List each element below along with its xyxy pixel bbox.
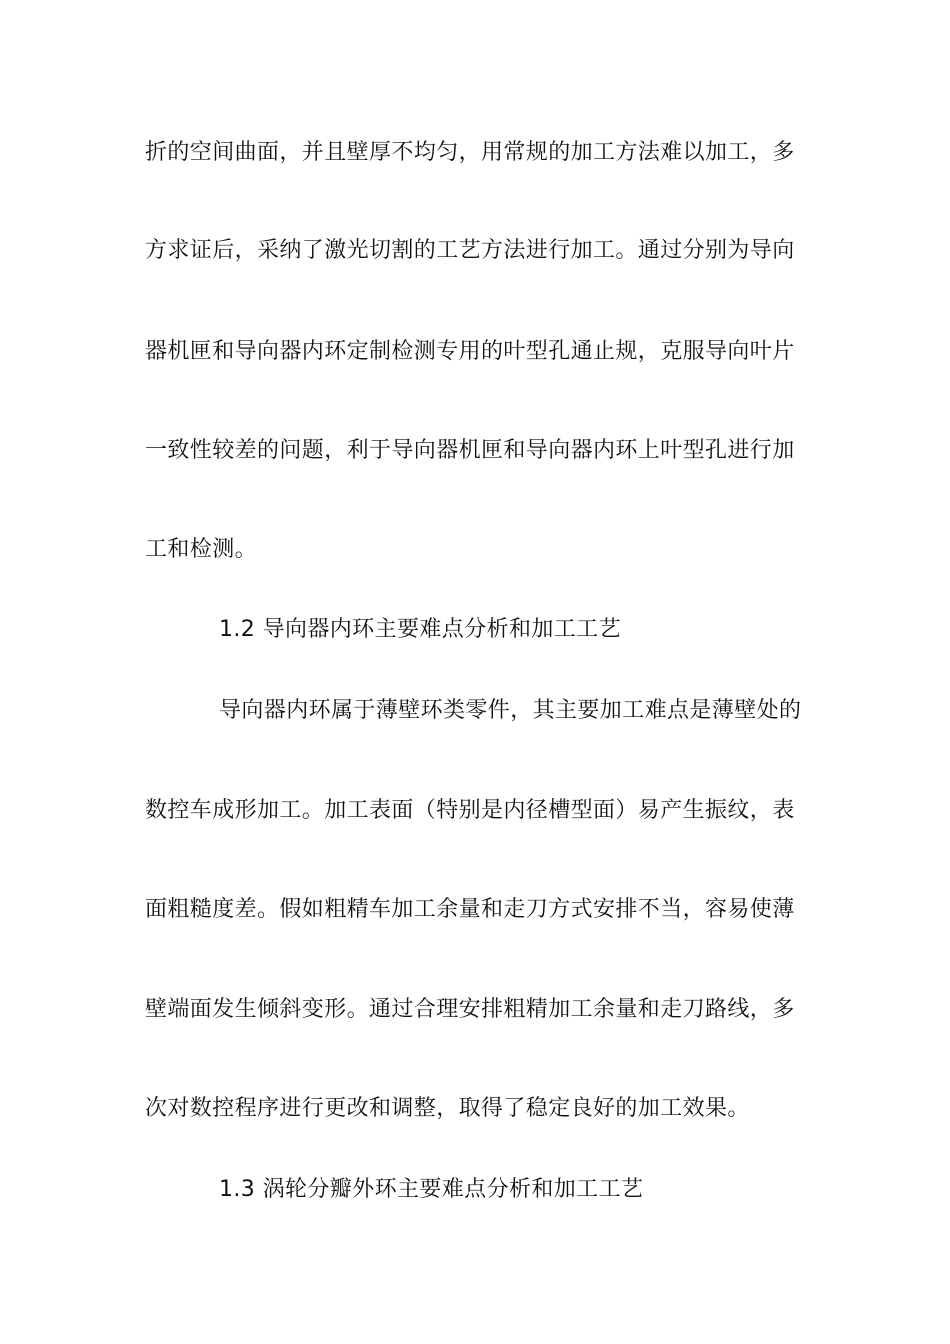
paragraph-line: 器机匣和导向器内环定制检测专用的叶型孔通止规，克服导向叶片	[145, 339, 795, 364]
section-heading: 1.2 导向器内环主要难点分析和加工工艺	[219, 617, 621, 642]
paragraph-line: 工和检测。	[145, 537, 258, 562]
paragraph-line: 一致性较差的问题，利于导向器机匣和导向器内环上叶型孔进行加	[145, 438, 795, 463]
paragraph-line: 次对数控程序进行更改和调整，取得了稳定良好的加工效果。	[145, 1096, 750, 1121]
paragraph-line: 壁端面发生倾斜变形。通过合理安排粗精加工余量和走刀路线，多	[145, 997, 795, 1022]
paragraph-line: 折的空间曲面，并且壁厚不均匀，用常规的加工方法难以加工，多	[145, 140, 795, 165]
section-heading: 1.3 涡轮分瓣外环主要难点分析和加工工艺	[219, 1177, 644, 1202]
paragraph-line: 面粗糙度差。假如粗精车加工余量和走刀方式安排不当，容易使薄	[145, 897, 795, 922]
paragraph-line: 数控车成形加工。加工表面（特别是内径槽型面）易产生振纹，表	[145, 798, 795, 823]
paragraph-line: 导向器内环属于薄壁环类零件，其主要加工难点是薄壁处的	[219, 698, 802, 723]
paragraph-line: 方求证后，采纳了激光切割的工艺方法进行加工。通过分别为导向	[145, 238, 795, 263]
